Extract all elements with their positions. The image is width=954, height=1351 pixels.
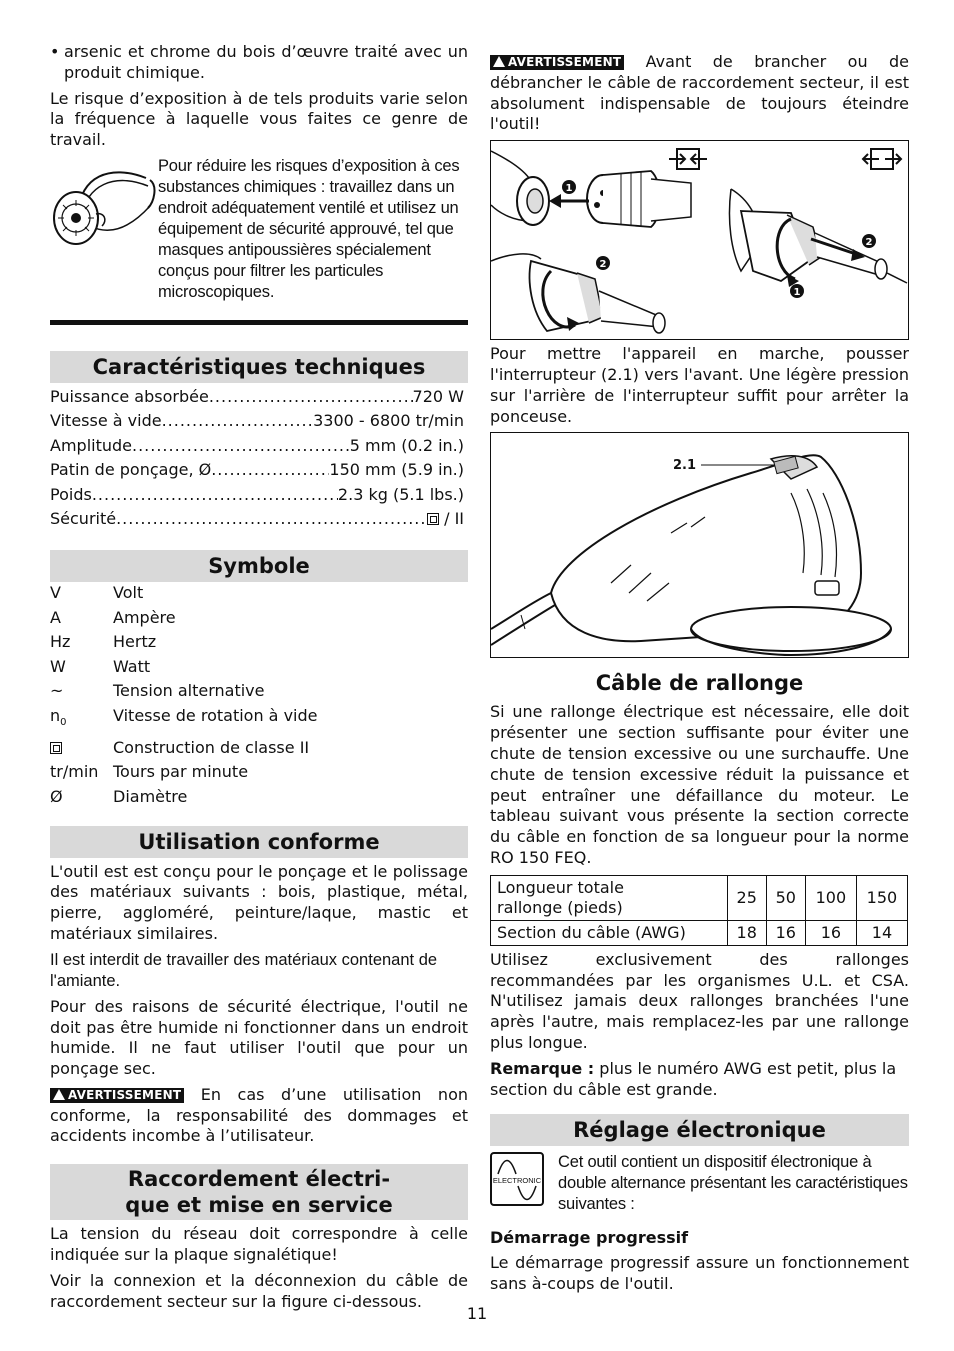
symbol-key: W <box>50 656 66 676</box>
right-column <box>490 52 909 1300</box>
respirator-mask-icon <box>50 156 158 308</box>
spec-row <box>50 458 464 483</box>
spec-row <box>50 434 464 459</box>
spec-label: Sécurité <box>50 509 117 529</box>
spec-label: Poids <box>50 484 92 504</box>
row-label-line-2: rallonge (pieds) <box>497 897 623 917</box>
symbol-row <box>50 655 468 680</box>
symbol-row <box>50 736 468 761</box>
spec-value: 5 mm (0.2 in.) <box>349 435 464 455</box>
symbol-key: Ø <box>50 786 63 806</box>
symbol-row <box>50 679 468 704</box>
symbol-key <box>50 736 113 761</box>
class-ii-icon <box>427 513 439 525</box>
page-number: 11 <box>466 1304 488 1323</box>
electronic-icon-label: ELECTRONIC <box>492 1176 542 1186</box>
bullet-mark: • <box>50 42 60 61</box>
symbol-desc: Diamètre <box>113 786 188 806</box>
table-cell: 14 <box>856 920 907 945</box>
symbol-desc: Ampère <box>113 607 176 627</box>
switch-paragraph: Pour mettre l'appareil en marche, pousser l'interrupteur (2.1) vers l'avant. Une légère pression sur l'arrière de l'interrupteur suffit pour arrêter la ponceuse. <box>490 344 909 426</box>
connection-heading <box>50 1164 468 1220</box>
soft-start-text: Le démarrage progressif assure un fonctionnement sans à-coups de l'outil. <box>490 1253 909 1293</box>
connection-paragraph-2: Voir la connexion et la déconnexion du câble de raccordement secteur sur la figure ci-dessous. <box>50 1270 468 1311</box>
leader-dots <box>211 458 329 483</box>
table-cell: 150 <box>856 875 907 920</box>
spec-value: 720 W <box>412 386 464 406</box>
table-cell: 16 <box>766 920 805 945</box>
electronic-icon <box>490 1152 558 1220</box>
symbol-desc: Vitesse de rotation à vide <box>113 705 318 725</box>
warning-triangle-icon <box>493 56 505 67</box>
spec-row <box>50 409 464 434</box>
cable-paragraph: Si une rallonge électrique est nécessaire, elle doit présenter une section suffisante pour éviter une chute de tension excessive ou une surchauffe. Une chute de tension excessive réduit la puissance et peut entraîner une défaillance du moteur. Le tableau suivant vous présente la section correcte du câble en fonction de sa longueur pour la norme RO 150 FEQ. <box>490 702 909 867</box>
class-ii-icon <box>50 742 62 754</box>
symbol-heading: Symbole <box>50 550 468 582</box>
spec-value: 150 mm (5.9 in.) <box>329 460 464 480</box>
warning-label: AVERTISSEMENT <box>68 1087 182 1102</box>
list-item <box>50 42 468 84</box>
risk-paragraph: Le risque d’exposition à de tels produits varie selon la fréquence à laquelle vous faites ce genre de travail. <box>50 88 468 150</box>
symbol-subscript: 0 <box>60 717 67 729</box>
sander-illustration <box>491 433 908 657</box>
leader-dots <box>162 409 314 434</box>
tech-heading: Caractéristiques techniques <box>50 351 468 383</box>
table-cell: 100 <box>805 875 856 920</box>
spec-value <box>427 507 464 532</box>
plug-warning <box>490 52 909 135</box>
spec-value: 2.3 kg (5.1 lbs.) <box>337 484 464 504</box>
table-cell: 50 <box>766 875 805 920</box>
spec-label: Vitesse à vide <box>50 411 162 431</box>
remark-text: plus le numéro AWG est petit, plus la section du câble est grande. <box>490 1058 897 1099</box>
table-cell: 16 <box>805 920 856 945</box>
symbol-key: ~ <box>50 681 64 701</box>
row-label-line-1: Longueur totale <box>497 877 624 897</box>
callout-2-1: 2.1 <box>673 458 697 474</box>
electronic-block <box>490 1152 909 1220</box>
symbol-key: Hz <box>50 632 71 652</box>
symbol-key <box>50 704 113 736</box>
soft-start-heading: Démarrage progressif <box>490 1228 689 1248</box>
symbol-desc: Volt <box>113 582 144 602</box>
symbol-row <box>50 630 468 655</box>
connection-heading-line-2: que et mise en service <box>125 1193 393 1218</box>
spec-row <box>50 385 464 410</box>
leader-dots <box>116 507 427 532</box>
leader-dots <box>92 483 338 508</box>
callout-2: 2 <box>599 259 607 271</box>
spec-row <box>50 483 464 508</box>
symbol-row <box>50 760 468 785</box>
callout-1: 1 <box>565 183 573 195</box>
cable-table <box>490 875 908 946</box>
usage-paragraph-3: Pour des raisons de sécurité électrique, l'outil ne doit pas être humide ni fonctionner dans un endroit humide. Il ne faut utiliser l'outil que pour un ponçage sec. <box>50 996 468 1079</box>
cable-paragraph-2: Utilisez exclusivement des rallonges recommandées par les organismes U.L. et CSA. N'utilisez jamais deux rallonges branchées l'une après l'autre, mais remplacez-les par une rallonge plus longue. <box>490 949 909 1052</box>
warning-label: AVERTISSEMENT <box>508 55 622 69</box>
callout-1: 1 <box>793 287 801 299</box>
symbol-key-text: n <box>50 705 61 725</box>
spec-value: 3300 - 6800 tr/min <box>313 411 464 431</box>
connection-heading-line-1: Raccordement électri- <box>127 1167 391 1192</box>
table-cell-label <box>491 875 728 920</box>
usage-warning <box>50 1085 468 1147</box>
cable-heading: Câble de rallonge <box>595 671 804 696</box>
usage-warning-text: En cas d’une utilisation non conforme, la responsabilité des dommages et accidents incombe à l’utilisateur. <box>50 1084 468 1146</box>
plug-warning-text: Avant de brancher ou de débrancher le câble de raccordement secteur, il est absolument indispensable de toujours éteindre l'outil! <box>490 52 909 134</box>
leader-dots <box>209 385 413 410</box>
warning-badge <box>50 1088 184 1103</box>
mask-block <box>50 156 468 308</box>
symbol-desc: Hertz <box>113 632 157 652</box>
electronic-heading: Réglage électronique <box>490 1114 909 1146</box>
symbol-row <box>50 581 468 606</box>
usage-heading: Utilisation conforme <box>50 826 468 858</box>
table-cell: 25 <box>727 875 766 920</box>
plug-connection-illustration <box>491 141 908 339</box>
usage-paragraph-2: Il est interdit de travailler des matériaux contenant de l'amiante. <box>50 950 438 990</box>
spec-label: Amplitude <box>50 435 132 455</box>
left-column <box>50 42 468 1317</box>
spec-list <box>50 385 464 532</box>
spec-label: Puissance absorbée <box>50 386 209 406</box>
symbol-row <box>50 606 468 631</box>
leader-dots <box>132 434 350 459</box>
spec-label: Patin de ponçage, Ø <box>50 460 212 480</box>
spec-row <box>50 507 464 532</box>
sander-figure <box>490 432 909 658</box>
table-cell: 18 <box>727 920 766 945</box>
warning-badge <box>490 55 624 70</box>
symbol-desc: Watt <box>113 656 151 676</box>
symbol-list <box>50 581 468 810</box>
table-row <box>491 875 908 920</box>
electronic-text: Cet outil contient un dispositif électronique à double alternance présentant les caractéristiques suivantes : <box>558 1153 908 1214</box>
symbol-key: A <box>50 607 61 627</box>
callout-2: 2 <box>865 237 873 249</box>
mask-text: Pour réduire les risques d’exposition à ces substances chimiques : travaillez dans un endroit adéquatement ventilé et utilisez un équipement de sécurité approuvé, tel que masques antipoussières spécialement conçus pour filtrer les particules microscopiques. <box>158 156 460 301</box>
connection-paragraph-1: La tension du réseau doit correspondre à celle indiquée sur la plaque signalétique! <box>50 1224 468 1265</box>
table-cell-label: Section du câble (AWG) <box>491 920 728 945</box>
section-divider <box>50 320 468 325</box>
connect-icon <box>669 149 707 169</box>
symbol-row <box>50 704 468 736</box>
disconnect-icon <box>863 149 901 169</box>
symbol-key: V <box>50 582 61 602</box>
symbol-row <box>50 785 468 810</box>
symbol-key: tr/min <box>50 762 99 782</box>
remark <box>490 1059 909 1101</box>
symbol-desc: Tours par minute <box>113 762 249 782</box>
usage-paragraph-1: L'outil est est conçu pour le ponçage et le polissage des matériaux suivants : bois, plastique, métal, pierre, aggloméré, peinture/laque, mastic et matériaux similaires. <box>50 861 468 943</box>
plug-figure <box>490 140 909 340</box>
warning-triangle-icon <box>53 1089 65 1100</box>
bullet-text: arsenic et chrome du bois d’œuvre traité avec un produit chimique. <box>64 42 468 82</box>
symbol-desc: Tension alternative <box>113 681 265 701</box>
spec-value-text: / II <box>439 509 464 529</box>
remark-label: Remarque : <box>490 1058 595 1078</box>
symbol-desc: Construction de classe II <box>113 737 310 757</box>
table-row <box>491 920 908 945</box>
